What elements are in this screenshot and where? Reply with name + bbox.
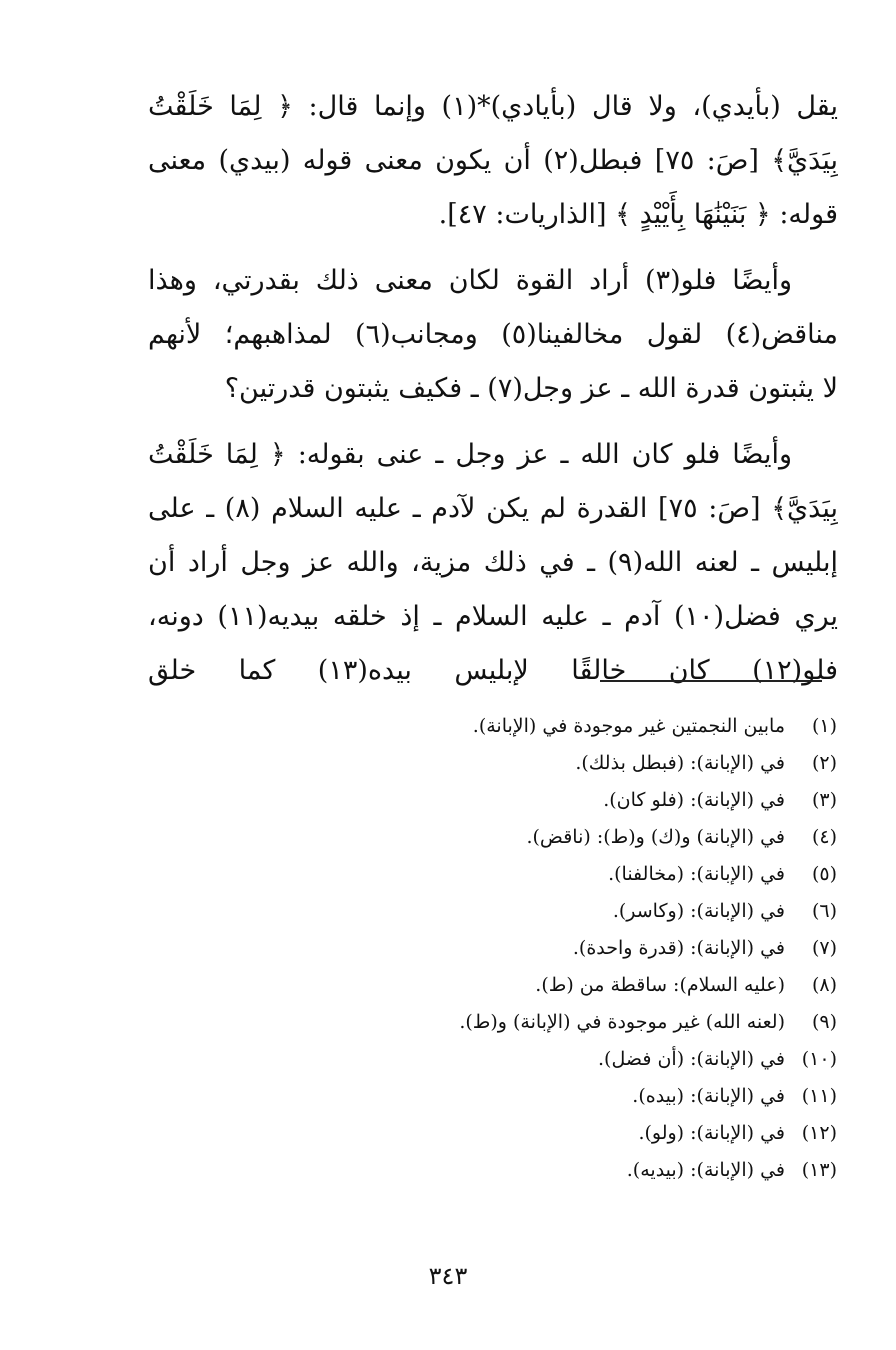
footnote-text: في (الإبانة): (ولو). [638, 1122, 785, 1144]
footnote-number: (٨) [811, 974, 837, 996]
footnote-text: في (الإبانة): (مخالفنا). [608, 863, 785, 885]
footnote [300, 1041, 837, 1078]
footnote-number: (١٢) [801, 1122, 837, 1144]
footnote [300, 967, 837, 1004]
footnote-number: (١٠) [801, 1048, 837, 1070]
footnote-text: في (الإبانة): (وكاسر). [612, 900, 785, 922]
footnote [300, 782, 837, 819]
footnote-text: في (الإبانة): (فلو كان). [603, 789, 785, 811]
footnotes [300, 708, 837, 1189]
footnote-number: (٥) [811, 863, 837, 885]
footnote-text: في (الإبانة): (أن فضل). [598, 1048, 785, 1070]
footnote-text: في (الإبانة): (بيديه). [626, 1159, 785, 1181]
footnote-separator [600, 680, 822, 682]
text-line: قوله: ﴿ بَنَيْنَٰهَا بِأَيْيْدٍ ﴾ [الذاريات: ٤٧]. [438, 199, 838, 230]
footnote-number: (٣) [811, 789, 837, 811]
footnote-number: (١١) [801, 1085, 837, 1107]
footnote [300, 819, 837, 856]
footnote [300, 893, 837, 930]
footnote [300, 1078, 837, 1115]
footnote-text: في (الإبانة): (فبطل بذلك). [575, 752, 785, 774]
footnote [300, 1004, 837, 1041]
text-line: إبليس ـ لعنه الله(٩) ـ في ذلك مزية، والله عز وجل أراد أن [148, 547, 838, 578]
footnote-number: (٧) [811, 937, 837, 959]
footnote-number: (٦) [811, 900, 837, 922]
page-number: ٣٤٣ [428, 1262, 468, 1290]
footnote-text: في (الإبانة): (بيده). [632, 1085, 785, 1107]
footnote [300, 708, 837, 745]
text-line: بِيَدَيَّ﴾ [صَ: ٧٥] القدرة لم يكن لآدم ـ عليه السلام (٨) ـ على [148, 493, 838, 524]
footnote-number: (٩) [811, 1011, 837, 1033]
footnote-text: (عليه السلام): ساقطة من (ط). [535, 974, 785, 996]
text-line: وأيضًا فلو كان الله ـ عز وجل ـ عنى بقوله: ﴿ لِمَا خَلَقْتُ [148, 439, 792, 470]
text-line: وأيضًا فلو(٣) أراد القوة لكان معنى ذلك بقدرتي، وهذا [148, 265, 793, 296]
footnote [300, 856, 837, 893]
text-line: لا يثبتون قدرة الله ـ عز وجل(٧) ـ فكيف يثبتون قدرتين؟ [224, 373, 838, 404]
footnote-text: في (الإبانة) و(ك) و(ط): (ناقض). [526, 826, 785, 848]
footnote [300, 930, 837, 967]
footnote-text: في (الإبانة): (قدرة واحدة). [572, 937, 785, 959]
text-line: بِيَدَيَّ﴾ [صَ: ٧٥] فبطل(٢) أن يكون معنى قوله (بيدي) معنى [148, 145, 838, 176]
footnote [300, 1115, 837, 1152]
text-line: يقل (بأيدي)، ولا قال (بأيادي)*(١) وإنما قال: ﴿ لِمَا خَلَقْتُ [148, 91, 838, 122]
footnote-text: مابين النجمتين غير موجودة في (الإبانة). [472, 715, 785, 737]
footnote [300, 1152, 837, 1189]
footnote-number: (٢) [811, 752, 837, 774]
footnote-number: (١٣) [801, 1159, 837, 1181]
text-line: مناقض(٤) لقول مخالفينا(٥) ومجانب(٦) لمذاهبهم؛ لأنهم [148, 319, 838, 350]
footnote [300, 745, 837, 782]
text-line: يري فضل(١٠) آدم ـ عليه السلام ـ إذ خلقه بيديه(١١) دونه، [148, 601, 838, 632]
text-line: فلو(١٢) كان خالقًا لإبليس بيده(١٣) كما خلق [148, 655, 838, 686]
footnote-number: (٤) [811, 826, 837, 848]
main-text [148, 80, 838, 698]
footnote-number: (١) [811, 715, 837, 737]
footnote-text: (لعنه الله) غير موجودة في (الإبانة) و(ط). [459, 1011, 785, 1033]
